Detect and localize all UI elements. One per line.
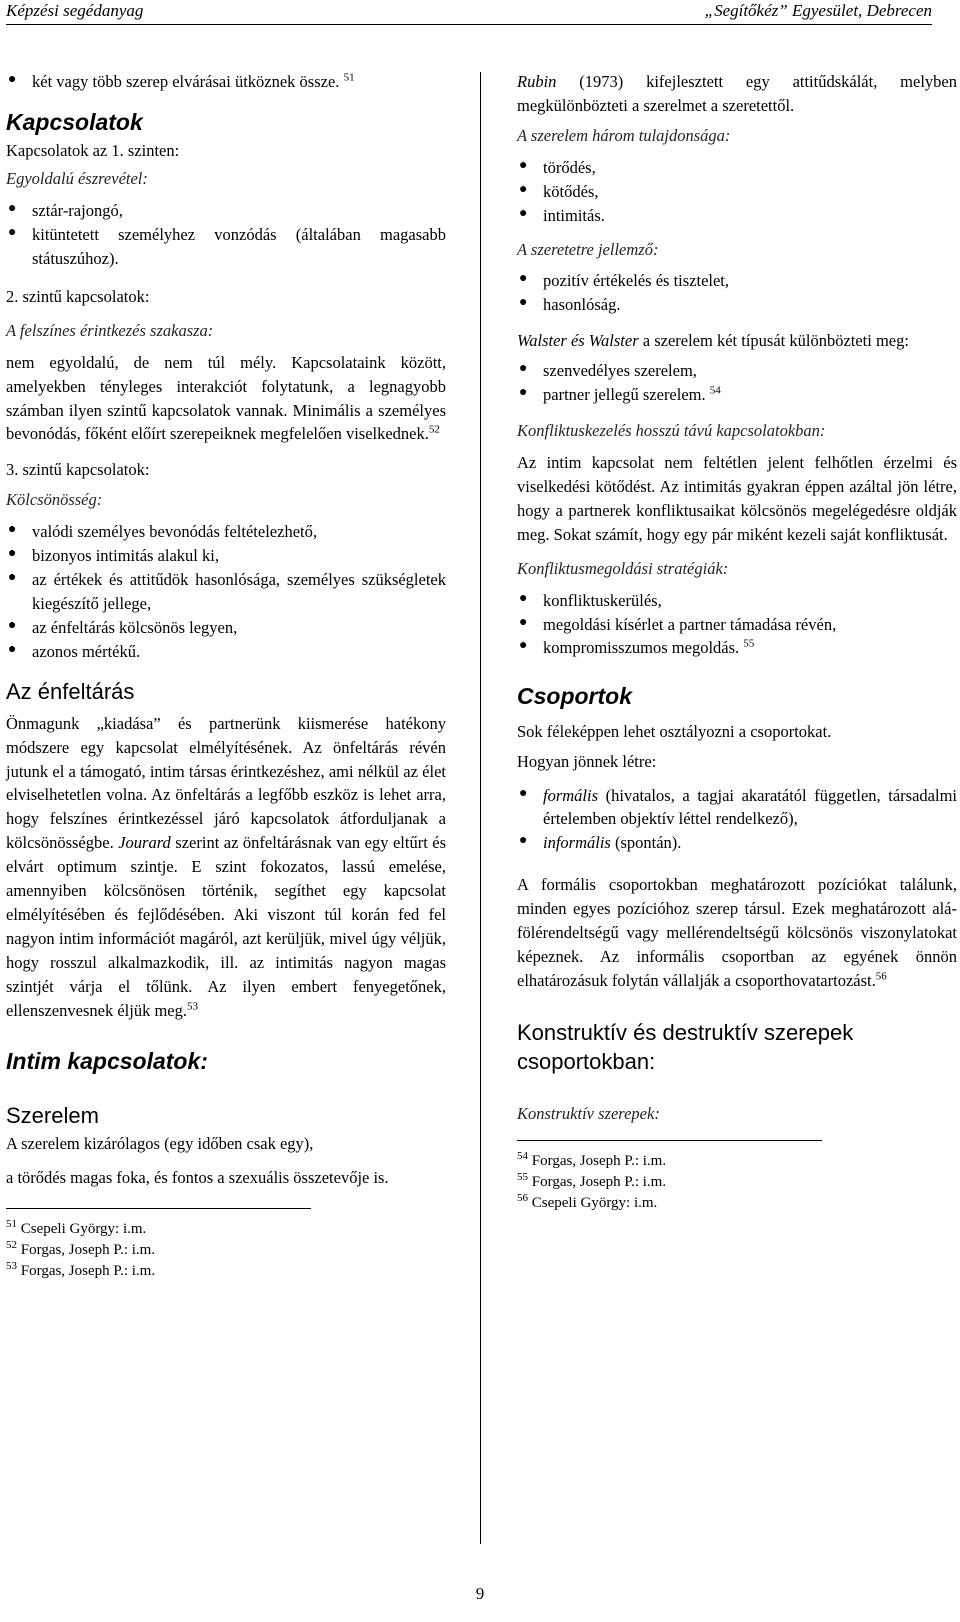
szerelem-line1: A szerelem kizárólagos (egy időben csak egy), <box>6 1133 314 1153</box>
szeretet-subheading: A szeretetre jellemző: <box>517 239 659 259</box>
column-divider <box>480 72 481 1544</box>
level2-text: 2. szintű kapcsolatok: <box>6 286 150 306</box>
footnote-ref: 51 <box>343 71 355 84</box>
level3-text: 3. szintű kapcsolatok: <box>6 460 150 480</box>
list-item: ● sztár-rajongó, <box>8 201 123 221</box>
footnote: $^{53}$ Forgas, Joseph P.: i.m. <box>6 1259 156 1279</box>
list-item: ● formális (hivatalos, a tagjai akaratától független, társadalmi értelemben objektív léttel rendelkező), <box>519 785 957 829</box>
heading-intim-kapcsolatok: Intim kapcsolatok: <box>6 1047 208 1074</box>
header-right: „Segítőkéz” Egyesület, Debrecen <box>704 1 932 20</box>
konflikt-kezeles-subheading: Konfliktuskezelés hosszú távú kapcsolatokban: <box>517 421 826 441</box>
footnotes-left <box>6 1219 446 1282</box>
footnote-ref: 55 <box>743 637 755 650</box>
walster-list <box>517 359 957 407</box>
list-item: ● törődés, <box>519 157 596 177</box>
bullet-icon: ● <box>519 785 528 801</box>
bullet-icon: ● <box>8 201 17 217</box>
bullet-icon: ● <box>8 617 17 633</box>
heading-szerelem: Szerelem <box>6 1103 99 1128</box>
page-number: 9 <box>475 1584 485 1603</box>
heading-konstruktiv-destruktiv: Konstruktív és destruktív szerepek csoportokban: <box>517 1019 854 1074</box>
footnote: $^{51}$ Csepeli György: i.m. <box>6 1217 147 1237</box>
footnote: $^{56}$ Csepeli György: i.m. <box>517 1192 658 1212</box>
bullet-icon: ● <box>8 641 17 657</box>
kolcsonosseg-list <box>6 520 446 664</box>
kolcsonosseg-subheading: Kölcsönösség: <box>6 490 103 510</box>
list-item: ● az énfeltárás kölcsönös legyen, <box>8 617 238 637</box>
list-item: ● valódi személyes bevonódás feltételezhető, <box>8 522 317 542</box>
footnote: $^{52}$ Forgas, Joseph P.: i.m. <box>6 1238 156 1258</box>
strat-list <box>517 589 957 661</box>
footnote: $^{54}$ Forgas, Joseph P.: i.m. <box>517 1150 667 1170</box>
bullet-icon: ● <box>8 522 17 538</box>
bullet-icon: ● <box>8 546 17 562</box>
footnote-ref: 52 <box>428 423 440 436</box>
author-rubin: Rubin <box>517 72 557 91</box>
bullet-icon: ● <box>8 225 17 241</box>
list-item: ● pozitív értékelés és tisztelet, <box>519 271 730 291</box>
bullet-icon: ● <box>519 638 528 654</box>
bullet-icon: ● <box>519 271 528 287</box>
author-jourard: Jourard <box>118 833 171 853</box>
left-column <box>6 70 446 1282</box>
list-item: ● konfliktuskerülés, <box>519 590 662 610</box>
list-item: ● két vagy több szerep elvárásai ütköznek össze. $^{51}$ <box>8 71 355 91</box>
list-item: ● szenvedélyes szerelem, <box>519 361 697 381</box>
bullet-icon: ● <box>8 72 17 87</box>
page-header <box>6 0 932 25</box>
footnotes-right <box>517 1151 957 1214</box>
csoportok-line2: Hogyan jönnek létre: <box>517 751 657 771</box>
footnote-rule <box>6 1208 311 1209</box>
level1-text: Kapcsolatok az 1. szinten: <box>6 141 180 161</box>
list-item: ● hasonlóság. <box>519 295 621 315</box>
harom-subheading: A szerelem három tulajdonsága: <box>517 125 731 145</box>
csoportok-line1: Sok féleképpen lehet osztályozni a csoportokat. <box>517 721 832 741</box>
list-item: ● kitüntetett személyhez vonzódás (általában magasabb státuszúhoz). <box>8 225 446 268</box>
list-item: ● intimitás. <box>519 205 605 225</box>
list-item: ● kötődés, <box>519 181 599 201</box>
bullet-icon: ● <box>519 590 528 606</box>
bullet-icon: ● <box>519 385 528 401</box>
konflikt-strat-subheading: Konfliktusmegoldási stratégiák: <box>517 558 729 578</box>
list-item: ● kompromisszumos megoldás. $^{55}$ <box>519 637 755 658</box>
walster-paragraph: Walster és Walster a szerelem két típusát különbözteti meg: <box>517 331 909 351</box>
footnote-ref: 53 <box>186 1000 198 1013</box>
footnote-rule <box>517 1140 822 1141</box>
author-walster: Walster és Walster <box>517 331 639 351</box>
bullet-icon: ● <box>519 361 528 377</box>
bullet-icon: ● <box>519 833 528 849</box>
bullet-icon: ● <box>519 614 528 630</box>
csoport-type-list <box>517 784 957 856</box>
footnote-ref: 56 <box>875 970 887 983</box>
header-left: Képzési segédanyag <box>6 1 144 20</box>
szeretet-list <box>517 269 957 317</box>
list-item: ● informális (spontán). <box>519 833 682 853</box>
bullet-icon: ● <box>519 181 528 197</box>
bullet-icon: ● <box>519 205 528 221</box>
bullet-icon: ● <box>8 570 17 586</box>
list-item: ● partner jellegű szerelem. $^{54}$ <box>519 384 721 405</box>
footnote-ref: 54 <box>709 384 721 397</box>
enfeltaras-paragraph: Önmagunk „kiadása” és partnerünk kiismerése hatékony módszere egy kapcsolat elmélyítésének. Az önfeltárás révén jutunk el a támogató, intim társas érintkezéshez, ami nélkül az élet elviselhetetlen volna. Az önfeltárás a legfőbb eszköz is lehet arra, hogy felszínes érintkezéssel járó kapcsolatok átforduljanak a kölcsönösségbe. Jourard szerint az önfeltárásnak van egy eltűrt és elvárt optimum szintje. E szint fokozatos, lassú emelése, amennyiben kölcsönösen történik, segíthet egy kapcsolat elmélyítésében és fejlődésében. Aki viszont túl korán fed fel nagyon intim információt magáról, azt kerüljük, mivel úgy véljük, hogy rosszul alkalmazkodik, ill. az intimitás nagyon magas szintjét várja el tőlünk. Az ilyen embert fenyegetőnek, ellenszenvesnek éljük meg.$^{53}$ <box>6 713 447 1020</box>
footnote: $^{55}$ Forgas, Joseph P.: i.m. <box>517 1171 667 1191</box>
konflikt-paragraph: Az intim kapcsolat nem feltétlen jelent felhőtlen érzelmi és viselkedési kötődést. Az intimitás gyakran éppen azáltal jön létre, hogy a partnerek konfliktusaikat kölcsönös megelégedésre oldják meg. Sokat számít, hogy egy pár miként kezeli saját konfliktusát. <box>517 452 957 544</box>
list-item: ● az értékek és attitűdök hasonlósága, személyes szükségletek kiegészítő jellege, <box>8 570 446 614</box>
top-bullet-list <box>6 70 446 94</box>
felszines-subheading: A felszínes érintkezés szakasza: <box>6 320 214 340</box>
bullet-icon: ● <box>519 295 528 311</box>
level2-paragraph: nem egyoldalú, de nem túl mély. Kapcsolataink között, amelyekben tényleges interakciót folytatunk, a legnagyobb számban ilyen szintű kapcsolatok vannak. Minimális a személyes bevonódás, főként előírt szerepeiknek megfelelően viselkednek.$^{52}$ <box>6 352 446 444</box>
egyoldalu-list <box>6 199 446 271</box>
bullet-icon: ● <box>519 157 528 173</box>
harom-list <box>517 156 957 228</box>
szerelem-line2: a törődés magas foka, és fontos a szexuális összetevője is. <box>6 1167 389 1187</box>
right-column <box>517 70 957 1214</box>
heading-kapcsolatok: Kapcsolatok <box>6 108 143 135</box>
heading-csoportok: Csoportok <box>517 683 632 710</box>
list-item: ● megoldási kísérlet a partner támadása révén, <box>519 614 837 634</box>
konstruktiv-subheading: Konstruktív szerepek: <box>517 1104 660 1124</box>
egyoldalu-subheading: Egyoldalú észrevétel: <box>6 169 148 189</box>
list-item: ● bizonyos intimitás alakul ki, <box>8 546 219 566</box>
rubin-paragraph: Rubin (1973) kifejlesztett egy attitűdskálát, melyben megkülönbözteti a szerelmet a szeretettől. <box>517 72 957 115</box>
list-item: ● azonos mértékű. <box>8 641 141 661</box>
csoportok-paragraph: A formális csoportokban meghatározott pozíciókat találunk, minden egyes pozícióhoz szerep társul. Ezek meghatározott alá-fölérendeltségű vagy mellérendeltségű kölcsönös viszonylatokat képeznek. Az informális csoportban az egyének önnön elhatározásuk folytán vállalják a csoporthovatartozást.$^{56}$ <box>517 875 957 990</box>
heading-enfeltaras: Az énfeltárás <box>6 678 135 704</box>
